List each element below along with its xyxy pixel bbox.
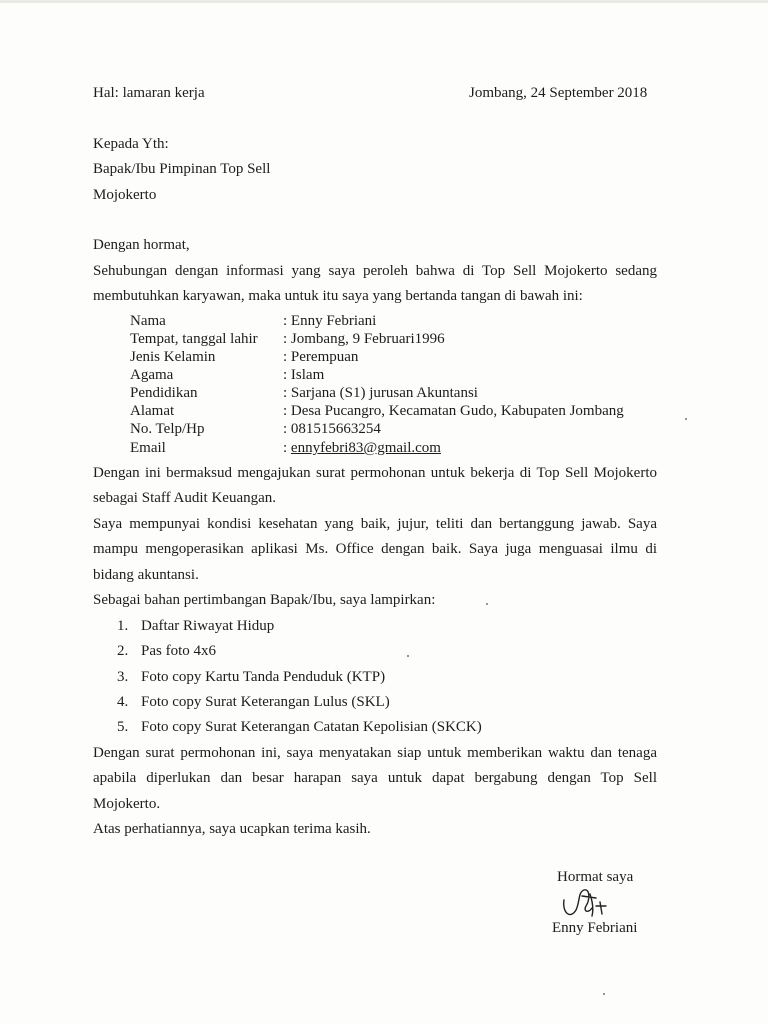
detail-label: Tempat, tanggal lahir: [130, 331, 258, 347]
intro-line-2: membutuhkan karyawan, maka untuk itu saya yang bertanda tangan di bawah ini:: [93, 288, 583, 304]
detail-label: Email: [130, 440, 166, 456]
detail-value: : Enny Febriani: [283, 313, 377, 329]
detail-value: : Perempuan: [283, 349, 359, 365]
scan-speck: [685, 418, 687, 420]
attachment-item: Daftar Riwayat Hidup: [141, 618, 275, 634]
scan-speck: [407, 655, 409, 657]
place-date: Jombang, 24 September 2018: [469, 85, 648, 101]
detail-value: : 081515663254: [283, 421, 381, 437]
purpose-line-2: sebagai Staff Audit Keuangan.: [93, 490, 277, 506]
email-link[interactable]: ennyfebri83@gmail.com: [290, 440, 441, 456]
attachment-number: 3.: [117, 669, 129, 685]
detail-label: No. Telp/Hp: [130, 421, 205, 437]
signer-name: Enny Febriani: [552, 920, 638, 936]
detail-label: Nama: [130, 313, 166, 329]
detail-value: : Desa Pucangro, Kecamatan Gudo, Kabupaten Jombang: [283, 403, 624, 419]
detail-label: Jenis Kelamin: [130, 349, 216, 365]
qualities-line-3: bidang akuntansi.: [93, 567, 199, 583]
attachment-number: 4.: [117, 694, 129, 710]
thanks-line: Atas perhatiannya, saya ucapkan terima kasih.: [93, 821, 371, 837]
closing-line-2: apabila diperlukan dan besar harapan saya untuk dapat bergabung dengan Top Sell: [93, 770, 657, 786]
attachment-item: Foto copy Surat Keterangan Lulus (SKL): [141, 694, 390, 710]
email-value: [283, 439, 441, 457]
attachment-number: 5.: [117, 719, 129, 735]
intro-line-1: Sehubungan dengan informasi yang saya peroleh bahwa di Top Sell Mojokerto sedang: [93, 263, 657, 279]
detail-value: : Sarjana (S1) jurusan Akuntansi: [283, 385, 478, 401]
closing-line-1: Dengan surat permohonan ini, saya menyatakan siap untuk memberikan waktu dan tenaga: [93, 745, 657, 761]
attachment-item: Pas foto 4x6: [141, 643, 216, 659]
scan-speck: [486, 603, 488, 605]
attachment-number: 1.: [117, 618, 129, 634]
attachment-item: Foto copy Kartu Tanda Penduduk (KTP): [141, 669, 386, 685]
salutation: Dengan hormat,: [93, 237, 190, 253]
subject-line: Hal: lamaran kerja: [93, 85, 205, 101]
recipient-name: Bapak/Ibu Pimpinan Top Sell: [93, 161, 271, 177]
regards-text: Hormat saya: [557, 869, 634, 885]
scan-edge: [0, 0, 768, 3]
attachment-number: 2.: [117, 643, 129, 659]
recipient-greeting: Kepada Yth:: [93, 136, 169, 152]
recipient-city: Mojokerto: [93, 187, 157, 203]
scan-speck: [603, 993, 605, 995]
detail-label: Pendidikan: [130, 385, 198, 401]
detail-value: : Jombang, 9 Februari1996: [283, 331, 445, 347]
detail-value: : Islam: [283, 367, 325, 383]
qualities-line-2: mampu mengoperasikan aplikasi Ms. Office dengan baik. Saya juga menguasai ilmu di: [93, 541, 657, 557]
closing-line-3: Mojokerto.: [93, 796, 161, 812]
email-prefix: :: [283, 440, 291, 456]
detail-label: Agama: [130, 367, 174, 383]
attachments-intro: Sebagai bahan pertimbangan Bapak/Ibu, saya lampirkan:: [93, 592, 436, 608]
detail-label: Alamat: [130, 403, 175, 419]
purpose-line-1: Dengan ini bermaksud mengajukan surat permohonan untuk bekerja di Top Sell Mojokerto: [93, 465, 657, 481]
qualities-line-1: Saya mempunyai kondisi kesehatan yang baik, jujur, teliti dan bertanggung jawab. Saya: [93, 516, 657, 532]
attachment-item: Foto copy Surat Keterangan Catatan Kepolisian (SKCK): [141, 719, 482, 735]
